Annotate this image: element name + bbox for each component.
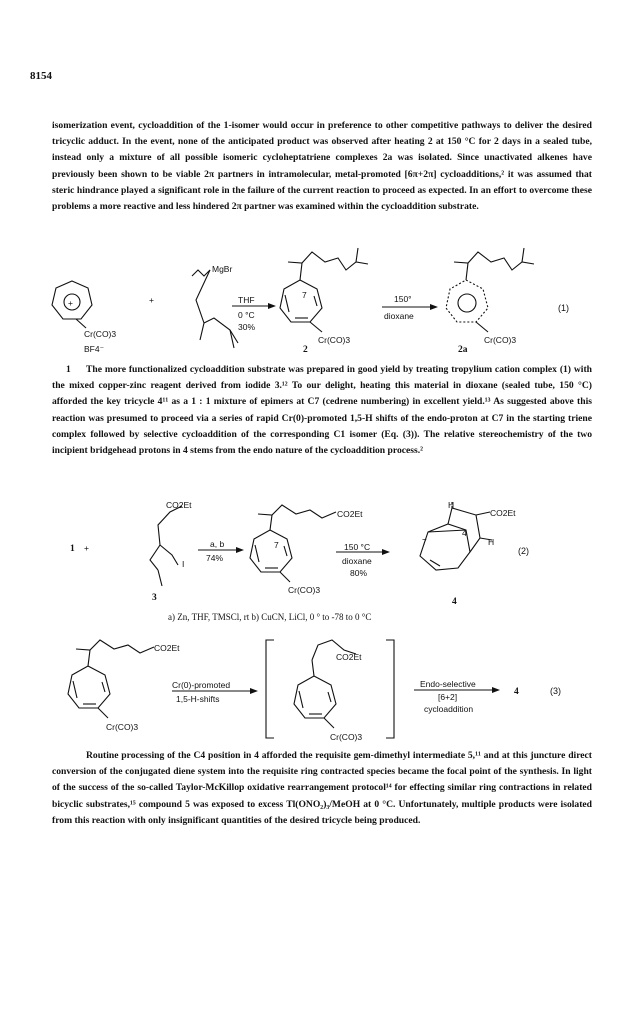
compound-2-label: 2 bbox=[303, 345, 308, 355]
h-label-top: H bbox=[448, 500, 455, 510]
condition-2-bot: dioxane bbox=[384, 311, 414, 321]
scheme3-compound-4: 4 bbox=[514, 687, 519, 697]
scheme2-cond2-top: 150 °C bbox=[344, 542, 371, 552]
scheme2-compound-1: 1 bbox=[70, 544, 75, 554]
equation-1-label: (1) bbox=[558, 303, 569, 313]
paragraph-2: The more functionalized cycloaddition substrate was prepared in good yield by treating tropylium cation complex (1) with the mixed copper-zinc reagent derived from iodide 3.¹² To our delight, heating this material in dioxane (sealed tube, 150 °C) afforded the key tricycle 4¹¹ as a 1 : 1 mixture of epimers at C7 (cedrene numbering) in excellent yield.¹³ As suggested above this reaction was presumed to proceed via a series of rapid Cr(0)-promoted 1,5-H shifts of the endo-proton at C7 in the starting triene complex followed by selective cycloaddition of the corresponding C1 isomer (Eq. (3)). The relative stereochemistry of the two incipient bridgehead protons in 4 stems from the endo nature of the cycloaddition process.² bbox=[52, 364, 592, 457]
scheme2-ring-7: 7 bbox=[274, 540, 279, 550]
paragraph-1: isomerization event, cycloaddition of the 1-isomer would occur in preference to other competitive pathways to deliver the desired tricyclic adduct. In the event, none of the anticipated product was observed after heating 2 at 150 °C for 2 days in a sealed tube, instead only a mixture of all possible isomeric cycloheptatriene complexes 2a was isolated. Since unactivated alkenes have previously been shown to be viable 2π partners in intramolecular, metal-promoted [6π+2π] cycloadditions,² it was assumed that steric hindrance played a significant role in the failure of the current reaction to proceed as expected. In an effort to overcome these problems a more reactive and less hindered 2π partner was examined within the cycloaddition substrate. bbox=[52, 120, 592, 213]
plus-sign: + bbox=[149, 295, 154, 305]
scheme2-crco3: Cr(CO)3 bbox=[288, 585, 321, 595]
scheme3-cond-bot: 1,5-H-shifts bbox=[176, 694, 220, 704]
scheme3-cond2-mid: [6+2] bbox=[438, 692, 458, 702]
equation-3-label: (3) bbox=[550, 686, 561, 696]
scheme3-cond2-top: Endo-selective bbox=[420, 679, 476, 689]
mgbr-label: MgBr bbox=[212, 264, 233, 274]
scheme2-cond2-mid: dioxane bbox=[342, 556, 372, 566]
condition-1-top: THF bbox=[238, 295, 255, 305]
condition-1-bot: 30% bbox=[238, 322, 256, 332]
scheme2-cond-top: a, b bbox=[210, 539, 225, 549]
iodo-label: I bbox=[182, 559, 185, 569]
compound-2a-label: 2a bbox=[458, 345, 468, 355]
compound-4-label: 4 bbox=[452, 597, 457, 607]
h-label-right: H bbox=[488, 537, 495, 547]
condition-2-top: 150° bbox=[394, 294, 412, 304]
scheme3-co2et-a: CO2Et bbox=[154, 643, 180, 653]
svg-text:+: + bbox=[68, 298, 73, 308]
scheme3-crco3-a: Cr(CO)3 bbox=[106, 722, 139, 732]
scheme3-crco3-b: Cr(CO)3 bbox=[330, 732, 363, 742]
crco3-label: Cr(CO)3 bbox=[84, 329, 117, 339]
scheme2-cond-bot: 74% bbox=[206, 553, 224, 563]
co2et-label-a: CO2Et bbox=[166, 500, 192, 510]
compound-1-label: 1 bbox=[66, 365, 71, 375]
scheme3-cond2-bot: cycloaddition bbox=[424, 704, 474, 714]
scheme2-cond2-bot: 80% bbox=[350, 568, 368, 578]
equation-2-label: (2) bbox=[518, 546, 529, 556]
co2et-label-b: CO2Et bbox=[337, 509, 363, 519]
crco3-label-3: Cr(CO)3 bbox=[484, 335, 517, 345]
crco3-label-2: Cr(CO)3 bbox=[318, 335, 351, 345]
scheme2-footnote: a) Zn, THF, TMSCl, rt b) CuCN, LiCl, 0 ° to -78 to 0 °C bbox=[168, 612, 372, 622]
tricycle-num-7: 7 bbox=[422, 537, 427, 547]
page-number: 8154 bbox=[30, 70, 52, 82]
tricycle-num-4: 4 bbox=[462, 528, 467, 538]
scheme2-plus: + bbox=[84, 543, 89, 553]
scheme3-cond-top: Cr(0)-promoted bbox=[172, 680, 231, 690]
co2et-label-c: CO2Et bbox=[490, 508, 516, 518]
paragraph-3: Routine processing of the C4 position in 4 afforded the requisite gem-dimethyl intermediate 5,¹¹ and at this juncture direct conversion of the conjugated diene system into the requisite ring contracted species became the focal point of the synthesis. In light of the success of the so-called Taylor-McKillop oxidative rearrangement protocol¹⁴ for effecting similar ring contractions in related bicyclic substrates,¹⁵ compound 5 was exposed to excess Tl(ONO₂)₃/MeOH at 0 °C. Unfortunately, multiple products were isolated from this reaction with only insignificant quantities of the desired tricycle being produced. bbox=[52, 750, 592, 826]
ring-number-7: 7 bbox=[302, 290, 307, 300]
condition-1-mid: 0 °C bbox=[238, 310, 255, 320]
compound-3-label: 3 bbox=[152, 593, 157, 603]
scheme3-co2et-b: CO2Et bbox=[336, 652, 362, 662]
bf4-label: BF4⁻ bbox=[84, 344, 105, 354]
scheme3-start-structure bbox=[68, 640, 154, 718]
